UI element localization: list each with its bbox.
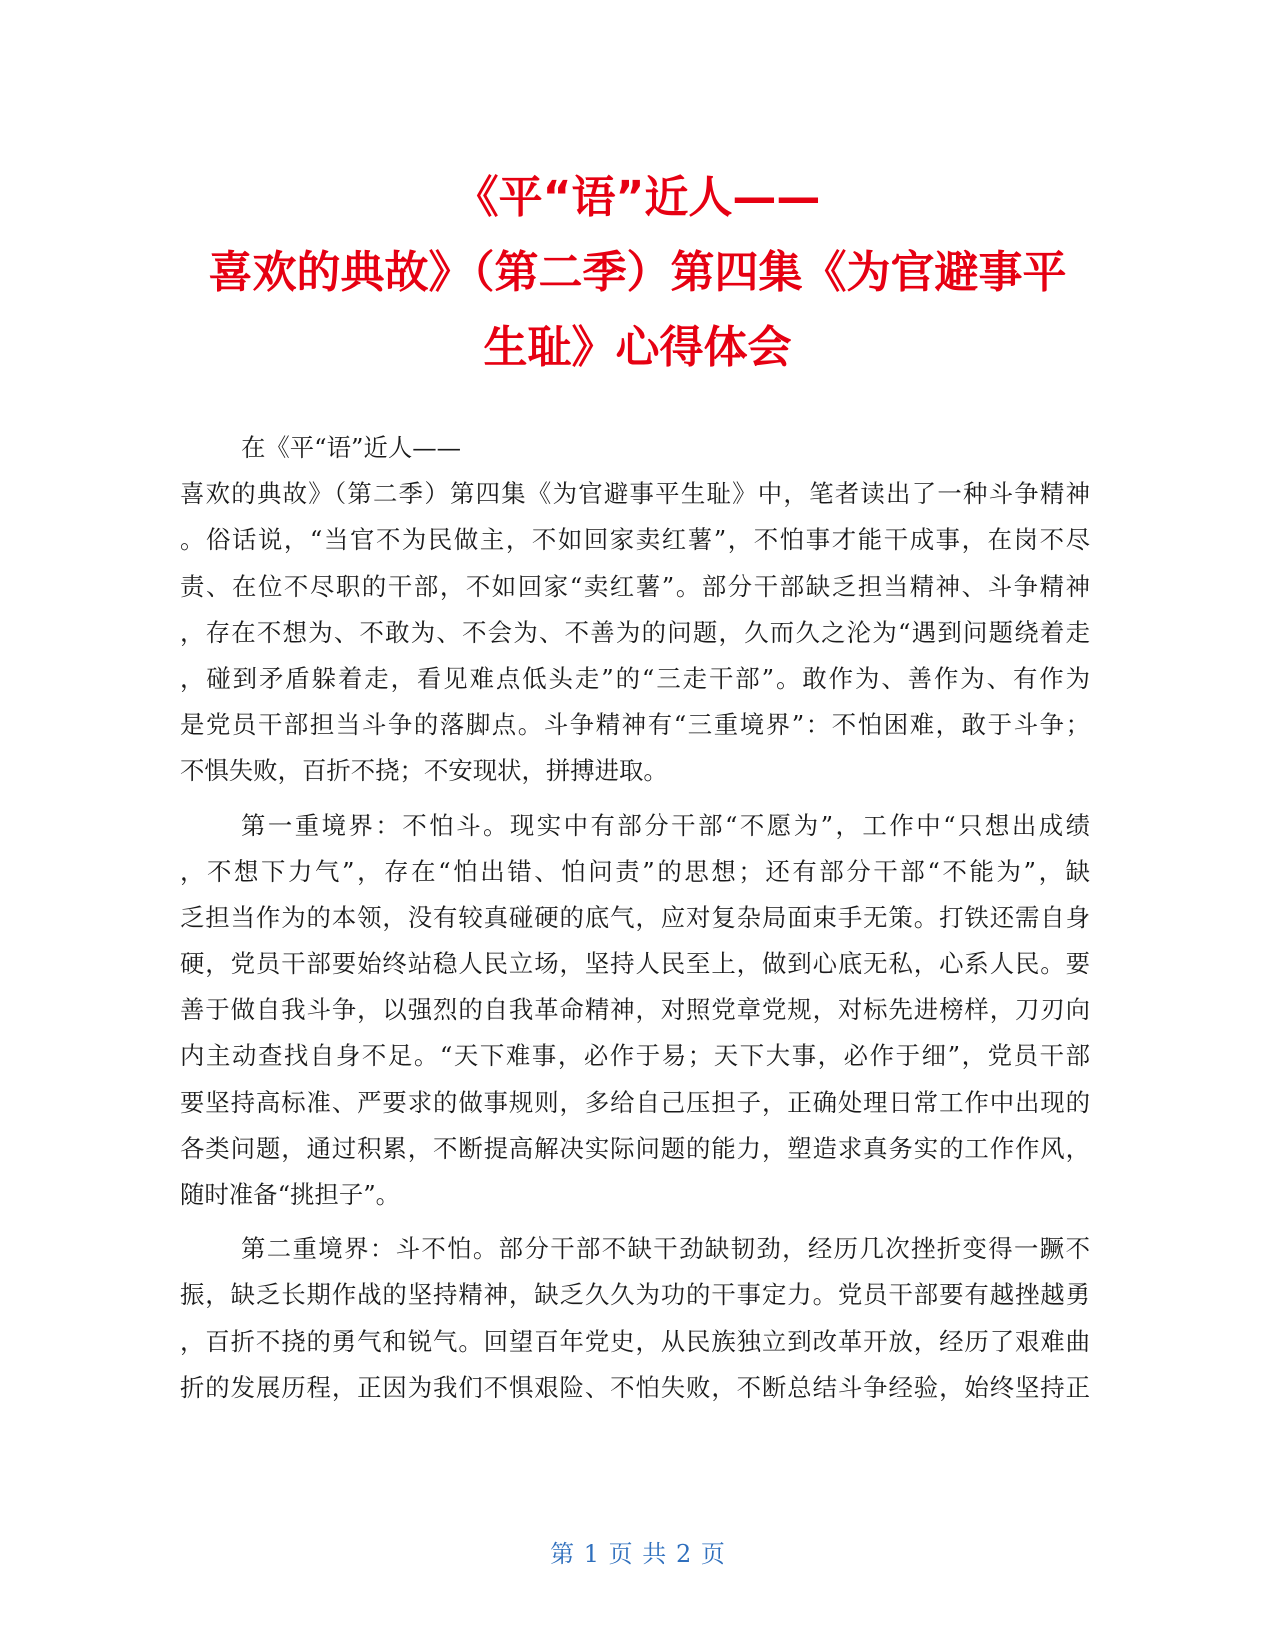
text-line: ，不想下力气”，存在“怕出错、怕问责”的思想；还有部分干部“不能为”，缺 xyxy=(180,856,1090,886)
title-line: 《平“语”近人—— xyxy=(454,172,821,223)
text-line: 。俗话说，“当官不为民做主，不如回家卖红薯”，不怕事才能干成事，在岗不尽 xyxy=(180,525,1090,555)
text-line: 第一重境界：不怕斗。现实中有部分干部“不愿为”，工作中“只想出成绩 xyxy=(241,810,1090,840)
text-line: 第二重境界：斗不怕。部分干部不缺干劲缺韧劲，经历几次挫折变得一蹶不 xyxy=(241,1234,1090,1264)
text-line: 乏担当作为的本领，没有较真碰硬的底气，应对复杂局面束手无策。打铁还需自身 xyxy=(180,902,1090,932)
title-line: 喜欢的典故》（第二季）第四集《为官避事平 xyxy=(208,247,1067,298)
text-line: 善于做自我斗争，以强烈的自我革命精神，对照党章党规，对标先进榜样，刀刃向 xyxy=(180,995,1090,1025)
text-line: 责、在位不尽职的干部，不如回家“卖红薯”。部分干部缺乏担当精神、斗争精神 xyxy=(180,571,1090,601)
paragraph-3 xyxy=(180,1226,1090,1411)
text-line: 随时准备“挑担子”。 xyxy=(180,1180,401,1209)
document-body xyxy=(180,425,1090,1411)
text-line: 要坚持高标准、严要求的做事规则，多给自己压担子，正确处理日常工作中出现的 xyxy=(180,1087,1090,1117)
text-line: 不惧失败，百折不挠；不安现状，拼搏进取。 xyxy=(180,756,668,786)
text-line: 在《平“语”近人—— xyxy=(241,433,462,462)
page-footer: 第 1 页 共 2 页 xyxy=(550,1540,725,1568)
text-line: ，存在不想为、不敢为、不会为、不善为的问题，久而久之沦为“遇到问题绕着走 xyxy=(180,617,1090,647)
paragraph-2 xyxy=(180,803,1090,1219)
text-line: 喜欢的典故》（第二季）第四集《为官避事平生耻》中，笔者读出了一种斗争精神 xyxy=(180,479,1090,509)
text-line: 折的发展历程，正因为我们不惧艰险、不怕失败，不断总结斗争经验，始终坚持正 xyxy=(180,1372,1090,1402)
paragraph-1 xyxy=(180,425,1090,795)
text-line: 内主动查找自身不足。“天下难事，必作于易；天下大事，必作于细”，党员干部 xyxy=(180,1041,1090,1071)
text-line: ，碰到矛盾躲着走，看见难点低头走”的“三走干部”。敢作为、善作为、有作为 xyxy=(180,663,1090,693)
document-title xyxy=(180,160,1095,385)
text-line: 硬，党员干部要始终站稳人民立场，坚持人民至上，做到心底无私，心系人民。要 xyxy=(180,949,1090,979)
text-line: ，百折不挠的勇气和锐气。回望百年党史，从民族独立到改革开放，经历了艰难曲 xyxy=(180,1326,1090,1356)
text-line: 振，缺乏长期作战的坚持精神，缺乏久久为功的干事定力。党员干部要有越挫越勇 xyxy=(180,1280,1090,1310)
title-line: 生耻》心得体会 xyxy=(483,322,792,373)
text-line: 是党员干部担当斗争的落脚点。斗争精神有“三重境界”：不怕困难，敢于斗争； xyxy=(180,710,1090,740)
text-line: 各类问题，通过积累，不断提高解决实际问题的能力，塑造求真务实的工作作风， xyxy=(180,1133,1090,1163)
